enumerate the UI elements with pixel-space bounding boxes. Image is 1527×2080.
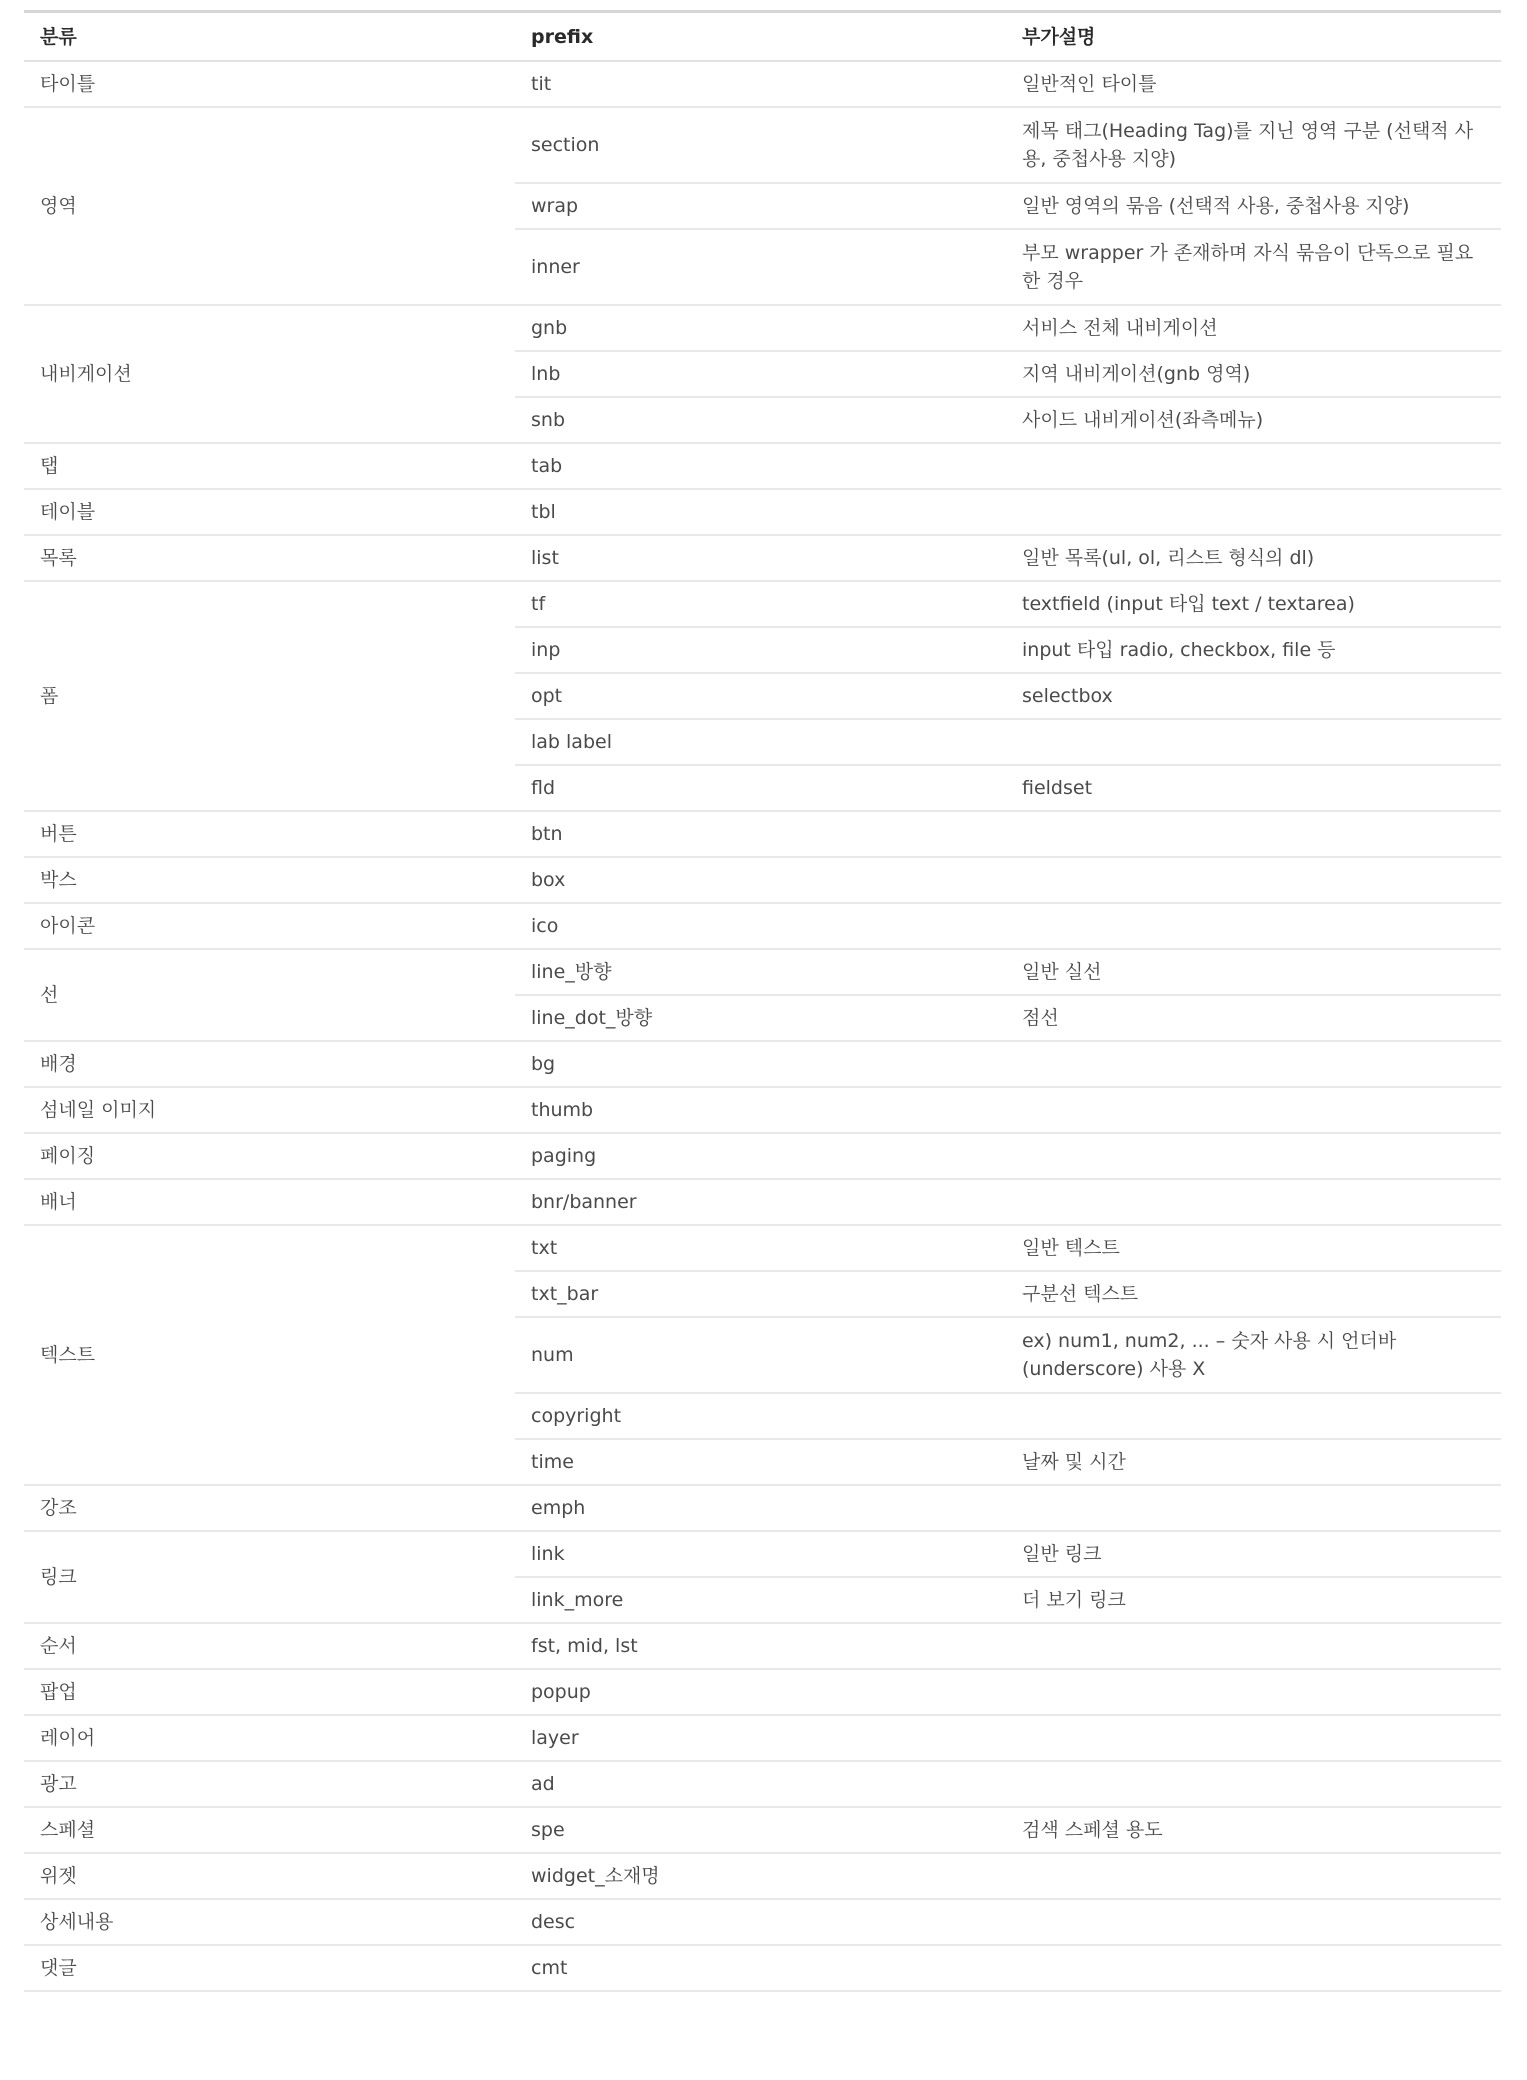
prefix-cell: inp: [515, 627, 1006, 673]
prefix-cell: bg: [515, 1041, 1006, 1087]
category-cell: 팝업: [24, 1669, 515, 1715]
category-cell: 내비게이션: [24, 305, 515, 443]
prefix-table: [24, 10, 1501, 1992]
header-prefix: prefix: [515, 12, 1006, 62]
table-row: [24, 857, 1501, 903]
prefix-cell: line_방향: [515, 949, 1006, 995]
category-cell: 링크: [24, 1531, 515, 1623]
description-cell: input 타입 radio, checkbox, file 등: [1006, 627, 1501, 673]
prefix-cell: txt: [515, 1225, 1006, 1271]
category-cell: 영역: [24, 107, 515, 305]
category-cell: 목록: [24, 535, 515, 581]
category-cell: 댓글: [24, 1945, 515, 1991]
table-row: [24, 535, 1501, 581]
description-cell: 사이드 내비게이션(좌측메뉴): [1006, 397, 1501, 443]
prefix-cell: tbl: [515, 489, 1006, 535]
prefix-cell: list: [515, 535, 1006, 581]
category-cell: 아이콘: [24, 903, 515, 949]
prefix-cell: popup: [515, 1669, 1006, 1715]
prefix-cell: num: [515, 1317, 1006, 1393]
category-cell: 광고: [24, 1761, 515, 1807]
prefix-cell: link: [515, 1531, 1006, 1577]
description-cell: [1006, 903, 1501, 949]
description-cell: [1006, 1133, 1501, 1179]
prefix-cell: lnb: [515, 351, 1006, 397]
category-cell: 타이틀: [24, 61, 515, 107]
prefix-cell: btn: [515, 811, 1006, 857]
description-cell: ex) num1, num2, ... – 숫자 사용 시 언더바(underscore) 사용 X: [1006, 1317, 1501, 1393]
category-cell: 박스: [24, 857, 515, 903]
prefix-cell: emph: [515, 1485, 1006, 1531]
prefix-cell: tit: [515, 61, 1006, 107]
prefix-cell: fld: [515, 765, 1006, 811]
table-row: [24, 1807, 1501, 1853]
category-cell: 섬네일 이미지: [24, 1087, 515, 1133]
category-cell: 순서: [24, 1623, 515, 1669]
category-cell: 탭: [24, 443, 515, 489]
prefix-cell: line_dot_방향: [515, 995, 1006, 1041]
category-cell: 선: [24, 949, 515, 1041]
category-cell: 폼: [24, 581, 515, 811]
prefix-cell: ico: [515, 903, 1006, 949]
prefix-cell: desc: [515, 1899, 1006, 1945]
description-cell: 점선: [1006, 995, 1501, 1041]
description-cell: fieldset: [1006, 765, 1501, 811]
table-row: [24, 903, 1501, 949]
prefix-cell: box: [515, 857, 1006, 903]
description-cell: 제목 태그(Heading Tag)를 지닌 영역 구분 (선택적 사용, 중첩사용 지양): [1006, 107, 1501, 183]
description-cell: [1006, 1853, 1501, 1899]
header-row: [24, 12, 1501, 62]
table-row: [24, 443, 1501, 489]
description-cell: [1006, 1041, 1501, 1087]
description-cell: [1006, 1899, 1501, 1945]
description-cell: [1006, 1715, 1501, 1761]
description-cell: [1006, 1393, 1501, 1439]
category-cell: 위젯: [24, 1853, 515, 1899]
table-row: [24, 1041, 1501, 1087]
category-cell: 테이블: [24, 489, 515, 535]
description-cell: 지역 내비게이션(gnb 영역): [1006, 351, 1501, 397]
category-cell: 텍스트: [24, 1225, 515, 1485]
table-row: [24, 1531, 1501, 1577]
prefix-cell: fst, mid, lst: [515, 1623, 1006, 1669]
table-row: [24, 1853, 1501, 1899]
category-cell: 레이어: [24, 1715, 515, 1761]
prefix-cell: inner: [515, 229, 1006, 305]
description-cell: 서비스 전체 내비게이션: [1006, 305, 1501, 351]
table-row: [24, 1179, 1501, 1225]
description-cell: [1006, 1485, 1501, 1531]
description-cell: 구분선 텍스트: [1006, 1271, 1501, 1317]
prefix-cell: paging: [515, 1133, 1006, 1179]
prefix-cell: widget_소재명: [515, 1853, 1006, 1899]
prefix-cell: gnb: [515, 305, 1006, 351]
prefix-cell: spe: [515, 1807, 1006, 1853]
prefix-cell: layer: [515, 1715, 1006, 1761]
description-cell: textfield (input 타입 text / textarea): [1006, 581, 1501, 627]
prefix-cell: txt_bar: [515, 1271, 1006, 1317]
description-cell: [1006, 1945, 1501, 1991]
prefix-cell: tab: [515, 443, 1006, 489]
table-row: [24, 305, 1501, 351]
description-cell: 일반 텍스트: [1006, 1225, 1501, 1271]
prefix-cell: wrap: [515, 183, 1006, 229]
table-row: [24, 1761, 1501, 1807]
prefix-cell: copyright: [515, 1393, 1006, 1439]
table-header: [24, 12, 1501, 62]
description-cell: 일반 영역의 묶음 (선택적 사용, 중첩사용 지양): [1006, 183, 1501, 229]
prefix-cell: link_more: [515, 1577, 1006, 1623]
table-row: [24, 811, 1501, 857]
description-cell: selectbox: [1006, 673, 1501, 719]
table-row: [24, 581, 1501, 627]
description-cell: [1006, 1179, 1501, 1225]
prefix-cell: opt: [515, 673, 1006, 719]
description-cell: [1006, 1761, 1501, 1807]
category-cell: 스페셜: [24, 1807, 515, 1853]
category-cell: 상세내용: [24, 1899, 515, 1945]
category-cell: 페이징: [24, 1133, 515, 1179]
description-cell: 날짜 및 시간: [1006, 1439, 1501, 1485]
description-cell: [1006, 719, 1501, 765]
description-cell: 더 보기 링크: [1006, 1577, 1501, 1623]
prefix-cell: time: [515, 1439, 1006, 1485]
description-cell: 일반 실선: [1006, 949, 1501, 995]
table-row: [24, 107, 1501, 183]
description-cell: [1006, 1669, 1501, 1715]
description-cell: 일반 링크: [1006, 1531, 1501, 1577]
header-category: 분류: [24, 12, 515, 62]
table-row: [24, 1899, 1501, 1945]
prefix-cell: cmt: [515, 1945, 1006, 1991]
description-cell: 일반적인 타이틀: [1006, 61, 1501, 107]
prefix-cell: bnr/banner: [515, 1179, 1006, 1225]
category-cell: 배경: [24, 1041, 515, 1087]
category-cell: 배너: [24, 1179, 515, 1225]
table-row: [24, 1485, 1501, 1531]
description-cell: 일반 목록(ul, ol, 리스트 형식의 dl): [1006, 535, 1501, 581]
prefix-cell: snb: [515, 397, 1006, 443]
prefix-cell: tf: [515, 581, 1006, 627]
table-row: [24, 61, 1501, 107]
description-cell: [1006, 1087, 1501, 1133]
category-cell: 강조: [24, 1485, 515, 1531]
prefix-cell: thumb: [515, 1087, 1006, 1133]
description-cell: [1006, 443, 1501, 489]
table-row: [24, 1669, 1501, 1715]
prefix-cell: lab label: [515, 719, 1006, 765]
table-row: [24, 1225, 1501, 1271]
table-row: [24, 1715, 1501, 1761]
description-cell: 검색 스페셜 용도: [1006, 1807, 1501, 1853]
description-cell: [1006, 1623, 1501, 1669]
table-row: [24, 1133, 1501, 1179]
table-row: [24, 949, 1501, 995]
category-cell: 버튼: [24, 811, 515, 857]
header-description: 부가설명: [1006, 12, 1501, 62]
prefix-cell: section: [515, 107, 1006, 183]
table-row: [24, 1945, 1501, 1991]
description-cell: 부모 wrapper 가 존재하며 자식 묶음이 단독으로 필요한 경우: [1006, 229, 1501, 305]
table-row: [24, 1623, 1501, 1669]
table-row: [24, 1087, 1501, 1133]
table-row: [24, 489, 1501, 535]
description-cell: [1006, 857, 1501, 903]
description-cell: [1006, 489, 1501, 535]
prefix-cell: ad: [515, 1761, 1006, 1807]
description-cell: [1006, 811, 1501, 857]
table-body: [24, 61, 1501, 1991]
